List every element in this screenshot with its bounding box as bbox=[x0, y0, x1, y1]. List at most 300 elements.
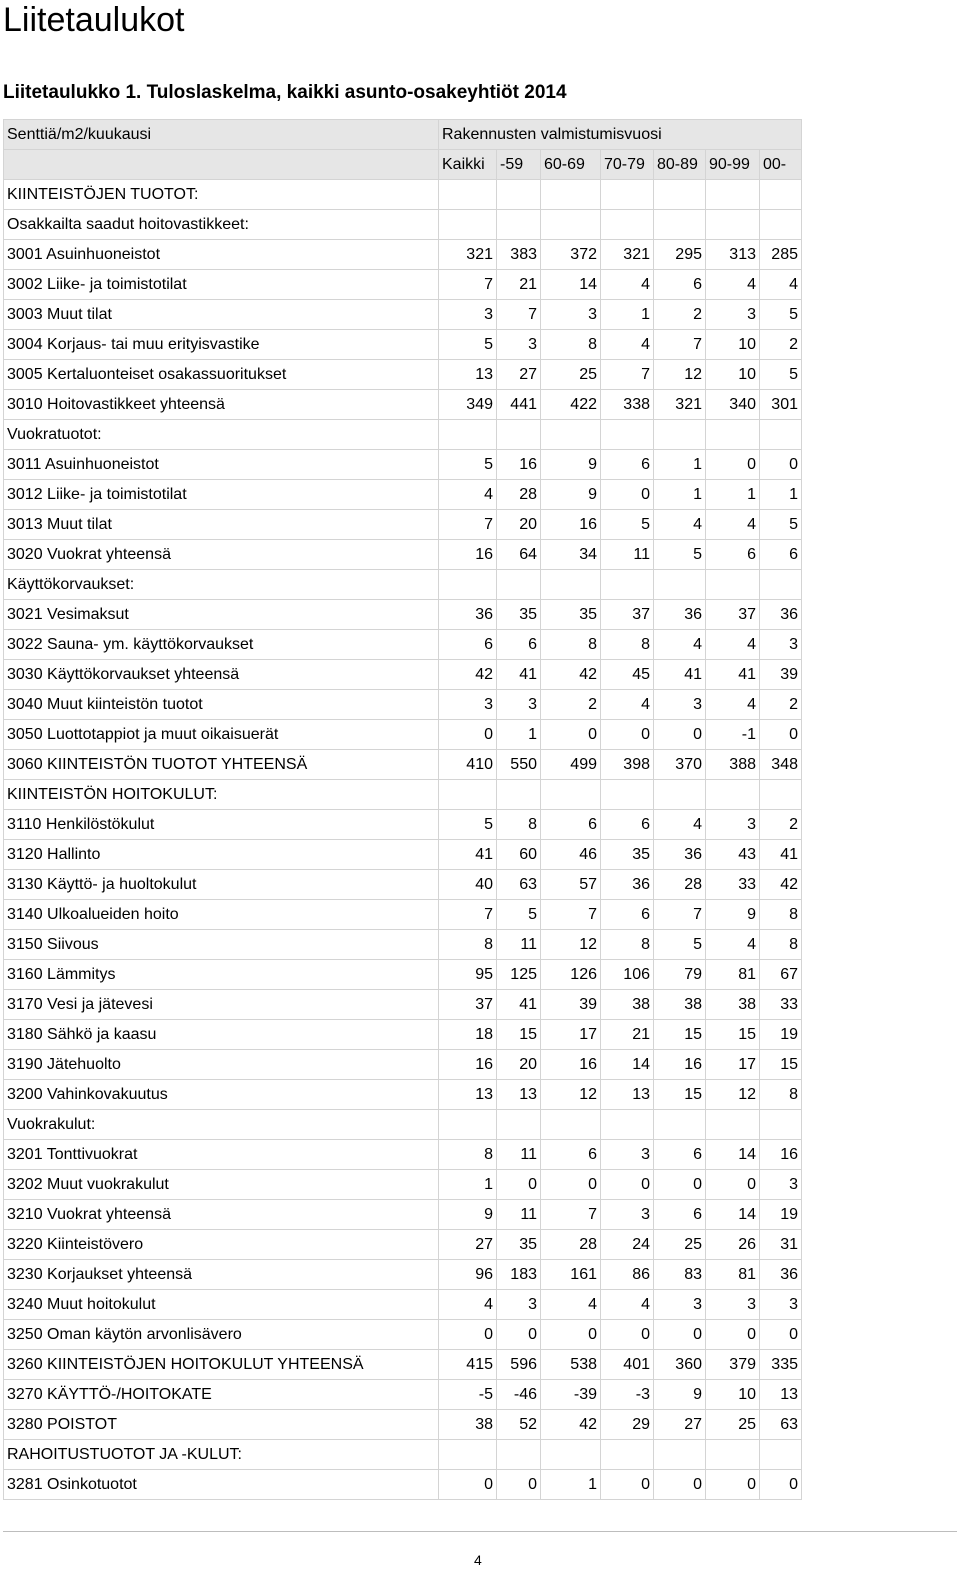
table-cell: 9 bbox=[439, 1200, 497, 1230]
table-cell: 1 bbox=[601, 300, 654, 330]
table-cell: 285 bbox=[760, 240, 802, 270]
table-cell: 4 bbox=[439, 480, 497, 510]
table-cell: 15 bbox=[497, 1020, 541, 1050]
row-label: 3190 Jätehuolto bbox=[4, 1050, 439, 1080]
table-cell bbox=[654, 420, 706, 450]
table-cell: 0 bbox=[497, 1170, 541, 1200]
table-cell: 4 bbox=[760, 270, 802, 300]
row-label: 3130 Käyttö- ja huoltokulut bbox=[4, 870, 439, 900]
table-cell: 538 bbox=[541, 1350, 601, 1380]
table-cell: 42 bbox=[439, 660, 497, 690]
table-cell: 16 bbox=[654, 1050, 706, 1080]
table-cell: 0 bbox=[706, 1320, 760, 1350]
column-header: 70-79 bbox=[601, 150, 654, 180]
table-cell bbox=[760, 780, 802, 810]
table-cell: 383 bbox=[497, 240, 541, 270]
table-cell: 3 bbox=[439, 300, 497, 330]
column-header: 00- bbox=[760, 150, 802, 180]
table-cell: 5 bbox=[760, 300, 802, 330]
table-row bbox=[4, 900, 802, 930]
table-cell: 28 bbox=[654, 870, 706, 900]
table-cell: 95 bbox=[439, 960, 497, 990]
table-cell bbox=[541, 1440, 601, 1470]
table-cell: 8 bbox=[439, 930, 497, 960]
header-blank-cell bbox=[4, 150, 439, 180]
table-cell: 36 bbox=[760, 600, 802, 630]
table-cell: 11 bbox=[497, 1200, 541, 1230]
table-cell: 28 bbox=[541, 1230, 601, 1260]
table-cell: 9 bbox=[541, 450, 601, 480]
table-cell: 321 bbox=[654, 390, 706, 420]
table-cell: 16 bbox=[497, 450, 541, 480]
table-cell: 410 bbox=[439, 750, 497, 780]
table-cell: 15 bbox=[760, 1050, 802, 1080]
table-cell: 37 bbox=[439, 990, 497, 1020]
table-cell: 60 bbox=[497, 840, 541, 870]
row-label: 3160 Lämmitys bbox=[4, 960, 439, 990]
table-cell: 4 bbox=[541, 1290, 601, 1320]
row-label: 3060 KIINTEISTÖN TUOTOT YHTEENSÄ bbox=[4, 750, 439, 780]
table-cell: 8 bbox=[601, 630, 654, 660]
row-label: 3180 Sähkö ja kaasu bbox=[4, 1020, 439, 1050]
table-row bbox=[4, 330, 802, 360]
table-cell: 20 bbox=[497, 510, 541, 540]
table-cell: 4 bbox=[439, 1290, 497, 1320]
table-cell bbox=[654, 180, 706, 210]
table-cell: 38 bbox=[439, 1410, 497, 1440]
table-cell bbox=[497, 210, 541, 240]
table-cell: 5 bbox=[760, 360, 802, 390]
table-cell: 24 bbox=[601, 1230, 654, 1260]
row-label: Vuokratuotot: bbox=[4, 420, 439, 450]
table-cell: 36 bbox=[601, 870, 654, 900]
row-label: 3020 Vuokrat yhteensä bbox=[4, 540, 439, 570]
table-cell: 0 bbox=[706, 1170, 760, 1200]
table-cell: 52 bbox=[497, 1410, 541, 1440]
table-cell: 41 bbox=[706, 660, 760, 690]
table-row bbox=[4, 1350, 802, 1380]
table-cell: 499 bbox=[541, 750, 601, 780]
table-cell: 19 bbox=[760, 1200, 802, 1230]
table-cell: 5 bbox=[654, 540, 706, 570]
table-cell: 45 bbox=[601, 660, 654, 690]
table-row bbox=[4, 600, 802, 630]
table-cell: 0 bbox=[760, 450, 802, 480]
table-cell: 295 bbox=[654, 240, 706, 270]
table-cell bbox=[601, 570, 654, 600]
table-cell: 3 bbox=[706, 300, 760, 330]
table-cell: 16 bbox=[760, 1140, 802, 1170]
table-cell: 0 bbox=[601, 720, 654, 750]
table-cell: 8 bbox=[760, 900, 802, 930]
table-cell bbox=[439, 1110, 497, 1140]
table-cell: 81 bbox=[706, 960, 760, 990]
table-cell: 10 bbox=[706, 360, 760, 390]
table-cell: 321 bbox=[601, 240, 654, 270]
table-cell: 10 bbox=[706, 330, 760, 360]
table-cell bbox=[706, 1110, 760, 1140]
column-header: 80-89 bbox=[654, 150, 706, 180]
row-label: 3202 Muut vuokrakulut bbox=[4, 1170, 439, 1200]
table-cell: 550 bbox=[497, 750, 541, 780]
table-cell: 372 bbox=[541, 240, 601, 270]
table-cell: 3 bbox=[497, 690, 541, 720]
table-row bbox=[4, 1020, 802, 1050]
table-cell: 25 bbox=[541, 360, 601, 390]
column-header: Kaikki bbox=[439, 150, 497, 180]
row-label: 3022 Sauna- ym. käyttökorvaukset bbox=[4, 630, 439, 660]
table-cell: 6 bbox=[439, 630, 497, 660]
table-cell: 16 bbox=[541, 1050, 601, 1080]
row-label: 3010 Hoitovastikkeet yhteensä bbox=[4, 390, 439, 420]
table-cell: 596 bbox=[497, 1350, 541, 1380]
table-cell: 0 bbox=[601, 1170, 654, 1200]
table-cell: 6 bbox=[601, 900, 654, 930]
row-label: 3250 Oman käytön arvonlisävero bbox=[4, 1320, 439, 1350]
column-header: -59 bbox=[497, 150, 541, 180]
table-cell: 0 bbox=[601, 480, 654, 510]
table-row bbox=[4, 750, 802, 780]
table-cell bbox=[541, 1110, 601, 1140]
table-cell: 5 bbox=[497, 900, 541, 930]
row-label: Osakkailta saadut hoitovastikkeet: bbox=[4, 210, 439, 240]
row-label: 3013 Muut tilat bbox=[4, 510, 439, 540]
page-title: Liitetaulukot bbox=[3, 1, 185, 39]
table-cell bbox=[760, 570, 802, 600]
table-cell: 2 bbox=[760, 810, 802, 840]
table-cell: 5 bbox=[439, 330, 497, 360]
table-cell: 0 bbox=[541, 720, 601, 750]
table-cell: 86 bbox=[601, 1260, 654, 1290]
table-cell: 36 bbox=[760, 1260, 802, 1290]
table-cell bbox=[706, 570, 760, 600]
table-cell: 349 bbox=[439, 390, 497, 420]
table-cell: 7 bbox=[439, 900, 497, 930]
table-cell: 6 bbox=[654, 1140, 706, 1170]
table-cell: 0 bbox=[601, 1320, 654, 1350]
table-cell: 11 bbox=[497, 1140, 541, 1170]
table-cell: 3 bbox=[601, 1200, 654, 1230]
row-label: 3170 Vesi ja jätevesi bbox=[4, 990, 439, 1020]
table-cell: 3 bbox=[497, 1290, 541, 1320]
table-cell bbox=[439, 210, 497, 240]
table-cell: 38 bbox=[706, 990, 760, 1020]
row-label: 3260 KIINTEISTÖJEN HOITOKULUT YHTEENSÄ bbox=[4, 1350, 439, 1380]
table-cell: 36 bbox=[654, 600, 706, 630]
table-cell: 41 bbox=[760, 840, 802, 870]
table-cell bbox=[497, 1440, 541, 1470]
table-cell: 5 bbox=[760, 510, 802, 540]
header-row-columns bbox=[4, 150, 802, 180]
table-row bbox=[4, 1170, 802, 1200]
table-row bbox=[4, 630, 802, 660]
table-cell: 4 bbox=[706, 510, 760, 540]
table-cell bbox=[601, 210, 654, 240]
table-cell: 7 bbox=[439, 510, 497, 540]
table-cell: 0 bbox=[760, 1320, 802, 1350]
table-cell: 21 bbox=[601, 1020, 654, 1050]
table-cell: 42 bbox=[541, 660, 601, 690]
table-cell: -3 bbox=[601, 1380, 654, 1410]
table-cell: 4 bbox=[601, 690, 654, 720]
table-cell: 42 bbox=[541, 1410, 601, 1440]
table-cell: 3 bbox=[760, 1290, 802, 1320]
table-cell: 3 bbox=[497, 330, 541, 360]
table-cell: 6 bbox=[706, 540, 760, 570]
table-cell: 4 bbox=[706, 270, 760, 300]
table-cell: 12 bbox=[541, 930, 601, 960]
table-row bbox=[4, 450, 802, 480]
table-cell: 161 bbox=[541, 1260, 601, 1290]
table-cell: 3 bbox=[706, 810, 760, 840]
table-cell: 3 bbox=[601, 1140, 654, 1170]
table-cell bbox=[654, 570, 706, 600]
table-cell: 67 bbox=[760, 960, 802, 990]
table-cell bbox=[654, 1440, 706, 1470]
table-cell: 2 bbox=[760, 330, 802, 360]
table-cell bbox=[654, 780, 706, 810]
table-cell bbox=[439, 1440, 497, 1470]
table-cell: 126 bbox=[541, 960, 601, 990]
table-cell: 63 bbox=[760, 1410, 802, 1440]
table-cell bbox=[439, 420, 497, 450]
page-divider bbox=[3, 1531, 957, 1532]
table-cell: 3 bbox=[541, 300, 601, 330]
row-label: 3002 Liike- ja toimistotilat bbox=[4, 270, 439, 300]
table-cell: 7 bbox=[601, 360, 654, 390]
table-cell: 1 bbox=[439, 1170, 497, 1200]
table-cell: 4 bbox=[601, 330, 654, 360]
table-cell: -46 bbox=[497, 1380, 541, 1410]
table-cell: 0 bbox=[654, 720, 706, 750]
table-cell: 388 bbox=[706, 750, 760, 780]
table-cell: 6 bbox=[601, 450, 654, 480]
row-label: 3120 Hallinto bbox=[4, 840, 439, 870]
table-cell: 0 bbox=[760, 720, 802, 750]
table-cell: 0 bbox=[497, 1470, 541, 1500]
table-cell: 4 bbox=[654, 810, 706, 840]
table-cell bbox=[439, 180, 497, 210]
table-row bbox=[4, 990, 802, 1020]
table-cell: 3 bbox=[654, 1290, 706, 1320]
table-cell bbox=[497, 420, 541, 450]
table-cell: 3 bbox=[439, 690, 497, 720]
table-cell: 5 bbox=[654, 930, 706, 960]
table-cell: 0 bbox=[439, 720, 497, 750]
table-cell: 0 bbox=[654, 1320, 706, 1350]
table-cell: 338 bbox=[601, 390, 654, 420]
table-cell: 441 bbox=[497, 390, 541, 420]
table-cell: 1 bbox=[706, 480, 760, 510]
table-row bbox=[4, 1200, 802, 1230]
table-cell: 6 bbox=[654, 1200, 706, 1230]
table-cell bbox=[706, 210, 760, 240]
table-cell: 17 bbox=[706, 1050, 760, 1080]
table-cell: 3 bbox=[760, 1170, 802, 1200]
column-header: 60-69 bbox=[541, 150, 601, 180]
table-cell bbox=[497, 1110, 541, 1140]
table-cell bbox=[760, 420, 802, 450]
table-cell: 38 bbox=[601, 990, 654, 1020]
table-cell bbox=[760, 1110, 802, 1140]
table-cell: 4 bbox=[601, 270, 654, 300]
table-cell: 41 bbox=[497, 660, 541, 690]
table-cell: 8 bbox=[601, 930, 654, 960]
table-row bbox=[4, 720, 802, 750]
table-cell: 8 bbox=[541, 330, 601, 360]
table-cell bbox=[541, 180, 601, 210]
table-cell bbox=[706, 1440, 760, 1470]
row-label: RAHOITUSTUOTOT JA -KULUT: bbox=[4, 1440, 439, 1470]
table-cell: 35 bbox=[541, 600, 601, 630]
table-cell: 16 bbox=[439, 1050, 497, 1080]
table-row bbox=[4, 870, 802, 900]
table-row bbox=[4, 780, 802, 810]
table-cell: 13 bbox=[439, 1080, 497, 1110]
table-cell: 17 bbox=[541, 1020, 601, 1050]
table-cell: 6 bbox=[541, 810, 601, 840]
table-cell: 6 bbox=[497, 630, 541, 660]
table-cell: 0 bbox=[497, 1320, 541, 1350]
table-cell: 348 bbox=[760, 750, 802, 780]
table-cell bbox=[601, 180, 654, 210]
row-label: KIINTEISTÖJEN TUOTOT: bbox=[4, 180, 439, 210]
table-cell: 43 bbox=[706, 840, 760, 870]
table-cell: 15 bbox=[654, 1080, 706, 1110]
table-cell: 63 bbox=[497, 870, 541, 900]
table-cell bbox=[706, 780, 760, 810]
table-cell: 9 bbox=[654, 1380, 706, 1410]
table-cell: 6 bbox=[760, 540, 802, 570]
table-row bbox=[4, 960, 802, 990]
row-label: 3040 Muut kiinteistön tuotot bbox=[4, 690, 439, 720]
table-cell: 20 bbox=[497, 1050, 541, 1080]
table-cell: 36 bbox=[654, 840, 706, 870]
row-label: 3030 Käyttökorvaukset yhteensä bbox=[4, 660, 439, 690]
table-row bbox=[4, 1440, 802, 1470]
table-cell: 33 bbox=[706, 870, 760, 900]
table-row bbox=[4, 510, 802, 540]
table-cell: 35 bbox=[497, 1230, 541, 1260]
table-cell: 37 bbox=[601, 600, 654, 630]
table-cell: 8 bbox=[760, 1080, 802, 1110]
table-cell: 83 bbox=[654, 1260, 706, 1290]
table-row bbox=[4, 570, 802, 600]
table-cell: 27 bbox=[439, 1230, 497, 1260]
table-cell bbox=[497, 180, 541, 210]
table-cell: 401 bbox=[601, 1350, 654, 1380]
table-cell bbox=[760, 180, 802, 210]
table-row bbox=[4, 360, 802, 390]
table-cell: 321 bbox=[439, 240, 497, 270]
table-row bbox=[4, 1470, 802, 1500]
table-cell bbox=[654, 210, 706, 240]
table-cell: 41 bbox=[497, 990, 541, 1020]
table-cell: 1 bbox=[654, 450, 706, 480]
table-cell: 7 bbox=[439, 270, 497, 300]
row-label: 3050 Luottotappiot ja muut oikaisuerät bbox=[4, 720, 439, 750]
row-label: 3150 Siivous bbox=[4, 930, 439, 960]
table-row bbox=[4, 1230, 802, 1260]
table-cell bbox=[601, 1110, 654, 1140]
table-cell: 8 bbox=[760, 930, 802, 960]
table-cell: 16 bbox=[439, 540, 497, 570]
table-cell: 13 bbox=[439, 360, 497, 390]
table-cell bbox=[601, 420, 654, 450]
table-cell: 340 bbox=[706, 390, 760, 420]
table-cell: 12 bbox=[706, 1080, 760, 1110]
table-row bbox=[4, 660, 802, 690]
row-label: 3005 Kertaluonteiset osakassuoritukset bbox=[4, 360, 439, 390]
table-cell: 79 bbox=[654, 960, 706, 990]
table-cell bbox=[706, 180, 760, 210]
table-cell: 11 bbox=[601, 540, 654, 570]
row-label: Käyttökorvaukset: bbox=[4, 570, 439, 600]
row-label: 3021 Vesimaksut bbox=[4, 600, 439, 630]
table-row bbox=[4, 480, 802, 510]
table-cell: 14 bbox=[706, 1200, 760, 1230]
table-cell: 57 bbox=[541, 870, 601, 900]
table-cell: 301 bbox=[760, 390, 802, 420]
table-cell: 13 bbox=[601, 1080, 654, 1110]
table-row bbox=[4, 1290, 802, 1320]
table-cell: 9 bbox=[541, 480, 601, 510]
table-cell: 422 bbox=[541, 390, 601, 420]
table-cell: -39 bbox=[541, 1380, 601, 1410]
table-row bbox=[4, 1110, 802, 1140]
table-cell: 7 bbox=[541, 900, 601, 930]
row-label: 3270 KÄYTTÖ-/HOITOKATE bbox=[4, 1380, 439, 1410]
table-cell: 4 bbox=[706, 630, 760, 660]
table-cell: 313 bbox=[706, 240, 760, 270]
table-cell bbox=[654, 1110, 706, 1140]
table-cell: 2 bbox=[541, 690, 601, 720]
table-row bbox=[4, 1050, 802, 1080]
table-cell: 5 bbox=[439, 450, 497, 480]
table-cell: 19 bbox=[760, 1020, 802, 1050]
unit-label: Senttiä/m2/kuukausi bbox=[4, 120, 439, 150]
table-cell: 415 bbox=[439, 1350, 497, 1380]
table-cell bbox=[601, 780, 654, 810]
table-row bbox=[4, 930, 802, 960]
table-cell: 0 bbox=[541, 1320, 601, 1350]
table-cell: 8 bbox=[541, 630, 601, 660]
row-label: 3281 Osinkotuotot bbox=[4, 1470, 439, 1500]
table-body bbox=[4, 180, 802, 1500]
table-row bbox=[4, 300, 802, 330]
header-row-group bbox=[4, 120, 802, 150]
table-cell: 6 bbox=[601, 810, 654, 840]
table-cell: 16 bbox=[541, 510, 601, 540]
table-cell: 31 bbox=[760, 1230, 802, 1260]
table-cell bbox=[541, 420, 601, 450]
row-label: 3280 POISTOT bbox=[4, 1410, 439, 1440]
table-cell: 29 bbox=[601, 1410, 654, 1440]
table-row bbox=[4, 1140, 802, 1170]
row-label: 3012 Liike- ja toimistotilat bbox=[4, 480, 439, 510]
table-cell: 398 bbox=[601, 750, 654, 780]
table-cell: 96 bbox=[439, 1260, 497, 1290]
table-cell bbox=[497, 570, 541, 600]
row-label: 3011 Asuinhuoneistot bbox=[4, 450, 439, 480]
table-cell bbox=[760, 210, 802, 240]
table-cell: 9 bbox=[706, 900, 760, 930]
row-label: 3240 Muut hoitokulut bbox=[4, 1290, 439, 1320]
table-cell: 5 bbox=[601, 510, 654, 540]
table-row bbox=[4, 1410, 802, 1440]
row-label: 3001 Asuinhuoneistot bbox=[4, 240, 439, 270]
page-number: 4 bbox=[474, 1552, 482, 1568]
